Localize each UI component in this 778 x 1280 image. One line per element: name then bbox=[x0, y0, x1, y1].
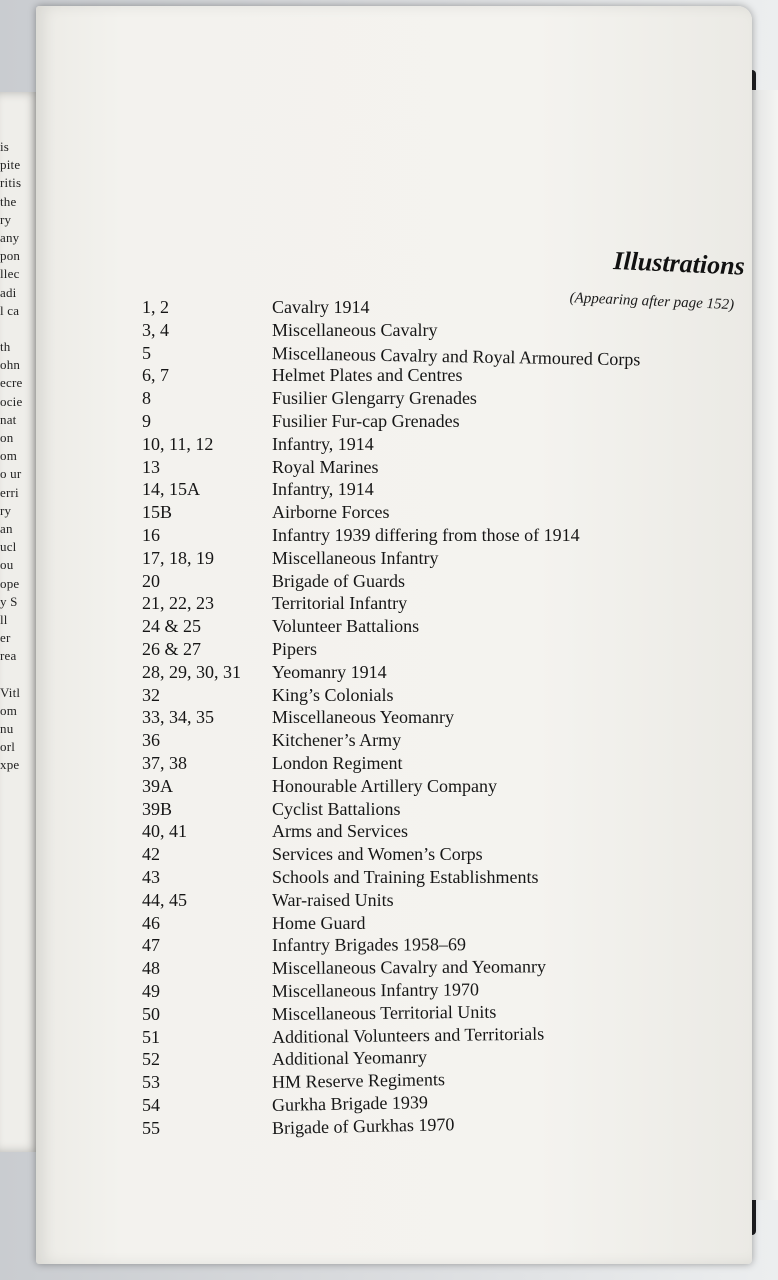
plate-title: Territorial Infantry bbox=[272, 593, 408, 614]
plate-title: Brigade of Guards bbox=[272, 570, 405, 591]
list-item bbox=[142, 821, 702, 844]
plate-number: 39B bbox=[142, 798, 173, 819]
plate-title: Royal Marines bbox=[272, 456, 379, 477]
plate-title: Yeomanry 1914 bbox=[272, 661, 387, 682]
plate-title: Additional Yeomanry bbox=[271, 1047, 428, 1070]
list-item bbox=[142, 753, 702, 776]
left-page-line: rea bbox=[0, 648, 17, 664]
plate-title: Additional Volunteers and Territorials bbox=[271, 1023, 545, 1047]
plate-number: 8 bbox=[142, 388, 151, 409]
left-page-line: ou bbox=[0, 557, 14, 573]
plate-number: 46 bbox=[142, 912, 160, 933]
plate-number: 1, 2 bbox=[142, 297, 169, 317]
plate-number: 10, 11, 12 bbox=[142, 433, 214, 454]
list-item bbox=[142, 867, 702, 890]
left-page-line: erri bbox=[0, 484, 19, 500]
left-page-line: is bbox=[0, 139, 10, 154]
plate-title: Gurkha Brigade 1939 bbox=[271, 1091, 429, 1115]
plate-number: 53 bbox=[142, 1072, 160, 1093]
left-page-line: ucl bbox=[0, 539, 17, 555]
left-page-line: ohn bbox=[0, 357, 21, 373]
list-item bbox=[142, 342, 702, 370]
plate-title: Infantry Brigades 1958–69 bbox=[271, 934, 467, 956]
list-item bbox=[142, 662, 702, 685]
list-item bbox=[142, 890, 702, 913]
list-item bbox=[142, 548, 702, 571]
plate-number: 14, 15A bbox=[142, 479, 200, 500]
page-subtitle: (Appearing after page 152) bbox=[569, 290, 735, 314]
plate-number: 32 bbox=[142, 684, 160, 705]
plate-number: 9 bbox=[142, 410, 151, 431]
left-page-line bbox=[0, 665, 40, 683]
show-through-text bbox=[538, 184, 598, 251]
plate-number: 28, 29, 30, 31 bbox=[142, 661, 241, 682]
plate-number: 16 bbox=[142, 524, 160, 545]
illustrations-list bbox=[142, 297, 702, 1140]
plate-title: Miscellaneous Cavalry bbox=[272, 319, 438, 340]
plate-number: 42 bbox=[142, 844, 160, 865]
plate-title: Miscellaneous Territorial Units bbox=[271, 1001, 497, 1024]
plate-number: 33, 34, 35 bbox=[142, 707, 214, 728]
plate-title: Infantry, 1914 bbox=[272, 433, 374, 454]
list-item bbox=[142, 776, 702, 799]
plate-number: 6, 7 bbox=[142, 365, 169, 386]
list-item bbox=[142, 297, 702, 320]
left-page-line: adi bbox=[0, 284, 17, 300]
plate-title: King’s Colonials bbox=[272, 684, 394, 705]
list-item bbox=[142, 571, 702, 594]
plate-title: Schools and Training Establishments bbox=[272, 866, 539, 887]
list-item bbox=[142, 981, 702, 1004]
plate-number: 50 bbox=[142, 1003, 160, 1024]
list-item bbox=[142, 457, 702, 480]
plate-number: 39A bbox=[142, 775, 173, 796]
plate-title: Arms and Services bbox=[272, 821, 408, 842]
list-item bbox=[142, 799, 702, 822]
list-item bbox=[142, 685, 702, 708]
plate-number: 48 bbox=[142, 958, 160, 979]
plate-title: Miscellaneous Infantry 1970 bbox=[271, 979, 480, 1001]
plate-number: 51 bbox=[142, 1026, 160, 1047]
plate-title: Kitchener’s Army bbox=[272, 730, 402, 751]
plate-number: 44, 45 bbox=[142, 889, 187, 910]
list-item bbox=[142, 479, 702, 502]
plate-title: War-raised Units bbox=[272, 889, 394, 910]
list-item bbox=[142, 502, 702, 525]
list-item bbox=[142, 388, 702, 411]
plate-title: Fusilier Glengarry Grenades bbox=[272, 388, 477, 409]
list-item bbox=[142, 913, 702, 936]
plate-number: 17, 18, 19 bbox=[142, 547, 214, 568]
left-page-line: pon bbox=[0, 248, 21, 264]
plate-title: Miscellaneous Infantry bbox=[272, 547, 439, 568]
plate-title: HM Reserve Regiments bbox=[271, 1069, 446, 1093]
plate-number: 15B bbox=[142, 502, 173, 523]
list-item bbox=[142, 616, 702, 639]
plate-title: Home Guard bbox=[271, 912, 366, 933]
left-page-line: om bbox=[0, 448, 18, 464]
plate-title: London Regiment bbox=[272, 752, 403, 773]
plate-number: 40, 41 bbox=[142, 821, 187, 842]
plate-number: 24 & 25 bbox=[142, 616, 202, 637]
plate-number: 49 bbox=[142, 980, 160, 1001]
left-page-line: ry bbox=[0, 211, 12, 227]
left-page-line: llec bbox=[0, 266, 20, 282]
list-item bbox=[142, 958, 702, 981]
left-page-line: the bbox=[0, 193, 17, 209]
left-page-line: ecre bbox=[0, 375, 23, 391]
list-item bbox=[142, 730, 702, 753]
left-page-line: nu bbox=[0, 721, 14, 736]
plate-number: 26 & 27 bbox=[142, 638, 202, 659]
plate-title: Volunteer Battalions bbox=[272, 616, 420, 637]
left-page-line: om bbox=[0, 702, 18, 718]
plate-title: Airborne Forces bbox=[272, 502, 390, 523]
plate-title: Cavalry 1914 bbox=[272, 297, 370, 317]
left-page-line: Vitl bbox=[0, 684, 21, 700]
left-page-line: on bbox=[0, 430, 14, 445]
list-item bbox=[142, 639, 702, 662]
page-stack-edge bbox=[752, 90, 778, 1200]
left-page-line: any bbox=[0, 229, 20, 245]
left-page-line: ritis bbox=[0, 175, 22, 191]
list-item bbox=[142, 411, 702, 434]
left-page-line: y S bbox=[0, 593, 18, 609]
plate-title: Services and Women’s Corps bbox=[272, 844, 483, 865]
plate-title: Cyclist Battalions bbox=[272, 798, 401, 819]
plate-number: 21, 22, 23 bbox=[142, 593, 214, 614]
plate-number: 47 bbox=[142, 935, 160, 956]
plate-number: 55 bbox=[142, 1117, 160, 1138]
list-item bbox=[142, 365, 702, 388]
plate-title: Fusilier Fur-cap Grenades bbox=[272, 410, 460, 431]
plate-number: 13 bbox=[142, 456, 160, 477]
left-page-line: orl bbox=[0, 739, 16, 755]
plate-number: 5 bbox=[142, 342, 151, 363]
list-item bbox=[142, 320, 702, 343]
page-title: Illustrations bbox=[612, 246, 746, 281]
plate-number: 37, 38 bbox=[142, 752, 187, 773]
left-page-line: ll bbox=[0, 611, 8, 627]
left-page-line: xpe bbox=[0, 757, 20, 773]
list-item bbox=[142, 844, 702, 867]
plate-number: 54 bbox=[142, 1094, 160, 1115]
plate-number: 52 bbox=[142, 1049, 160, 1070]
plate-number: 20 bbox=[142, 570, 160, 591]
plate-title: Infantry, 1914 bbox=[272, 479, 374, 500]
list-item bbox=[142, 434, 702, 457]
left-page-fragment bbox=[0, 92, 40, 1152]
left-page-line: an bbox=[0, 520, 13, 536]
plate-title: Miscellaneous Yeomanry bbox=[272, 707, 454, 728]
plate-title: Miscellaneous Cavalry and Yeomanry bbox=[271, 956, 547, 979]
plate-number: 43 bbox=[142, 866, 160, 887]
plate-title: Helmet Plates and Centres bbox=[272, 365, 463, 386]
plate-number: 36 bbox=[142, 730, 160, 751]
plate-title: Miscellaneous Cavalry and Royal Armoured Corps bbox=[271, 342, 641, 370]
left-page-line bbox=[0, 320, 40, 338]
plate-title: Brigade of Gurkhas 1970 bbox=[271, 1113, 455, 1138]
left-page-line: ry bbox=[0, 502, 12, 518]
left-page-line: nat bbox=[0, 411, 17, 427]
list-item bbox=[142, 1113, 702, 1141]
left-page-line: ocie bbox=[0, 393, 23, 409]
left-page-line: er bbox=[0, 630, 11, 646]
left-page-line: th bbox=[0, 339, 11, 355]
list-item bbox=[142, 593, 702, 616]
plate-title: Honourable Artillery Company bbox=[272, 775, 497, 796]
list-item bbox=[142, 707, 702, 730]
list-item bbox=[142, 1001, 702, 1027]
left-page-line: pite bbox=[0, 157, 21, 173]
left-page-text bbox=[0, 92, 40, 775]
left-page-line: l ca bbox=[0, 302, 20, 318]
plate-title: Infantry 1939 differing from those of 1914 bbox=[272, 524, 580, 545]
list-item bbox=[142, 525, 702, 548]
left-page-line: ope bbox=[0, 575, 20, 591]
plate-number: 3, 4 bbox=[142, 319, 169, 340]
left-page-line: o ur bbox=[0, 466, 22, 482]
list-item bbox=[142, 935, 702, 958]
plate-title: Pipers bbox=[272, 638, 317, 659]
